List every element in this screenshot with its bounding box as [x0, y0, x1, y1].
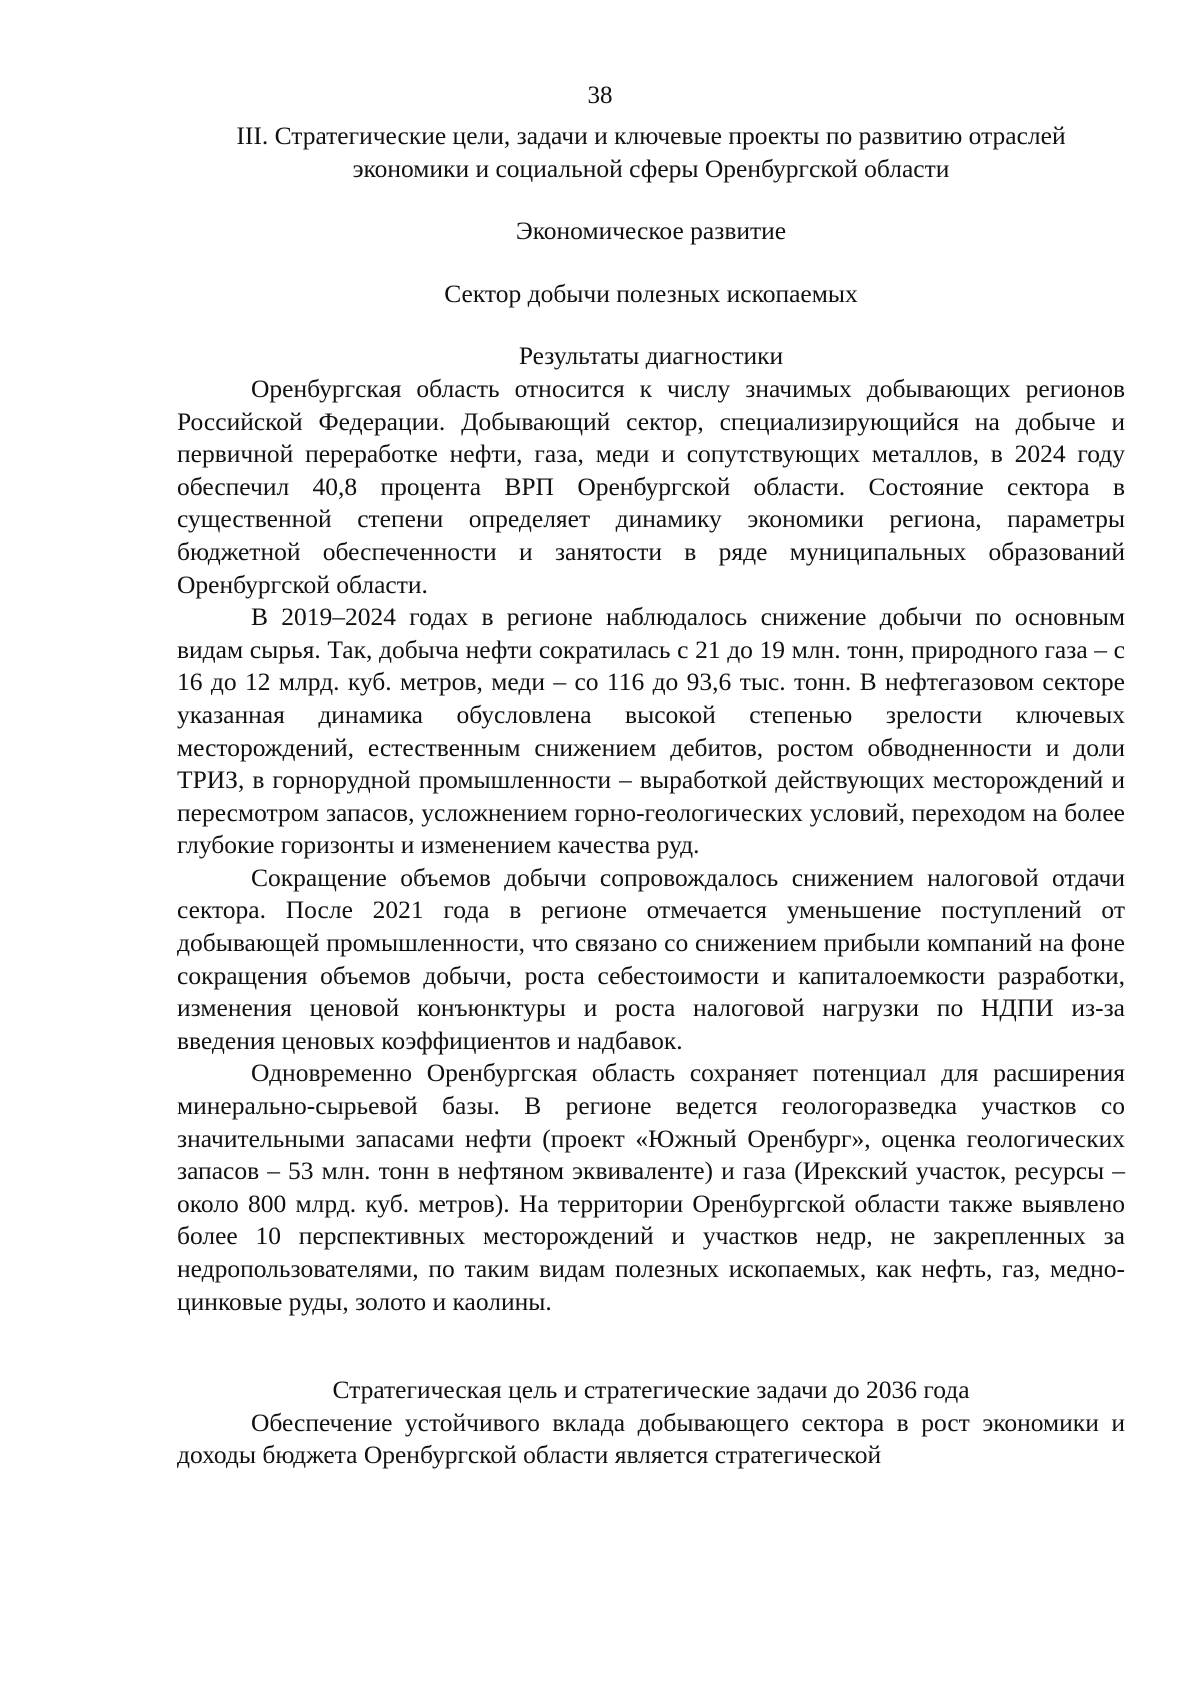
- section-title: Экономическое развитие: [515, 216, 787, 246]
- paragraph-3: Сокращение объемов добычи сопровождалось снижением налоговой отдачи сектора. После 2021 года в регионе отмечается уменьшение поступлений от добывающей промышленности, что связано со снижением прибыли компаний на фоне сокращения объемов добычи, роста себестоимости и капиталоемкости разработки, изменения ценовой конъюнктуры и роста налоговой нагрузки по НДПИ из-за введения ценовых коэффициентов и надбавок.: [177, 862, 1125, 1055]
- sector-title: Сектор добычи полезных ископаемых: [444, 278, 858, 308]
- paragraph-2: В 2019–2024 годах в регионе наблюдалось снижение добычи по основным видам сырья. Так, добыча нефти сократилась с 21 до 19 млн. тонн, природного газа – с 16 до 12 млрд. куб. метров, меди – со 116 до 93,6 тыс. тонн. В нефтегазовом секторе указанная динамика обусловлена высокой степенью зрелости ключевых месторождений, естественным снижением дебитов, ростом обводненности и доли ТРИЗ, в горнорудной промышленности – выработкой действующих месторождений и пересмотром запасов, усложнением горно-геологических условий, переходом на более глубокие горизонты и изменением качества руд.: [177, 602, 1125, 860]
- chapter-title: III. Стратегические цели, задачи и ключевые проекты по развитию отраслей экономики и социальной сферы Оренбургской области: [236, 121, 1066, 183]
- paragraph-4: Одновременно Оренбургская область сохраняет потенциал для расширения минерально-сырьевой базы. В регионе ведется геологоразведка участков со значительными запасами нефти (проект «Южный Оренбург», оценка геологических запасов – 53 млн. тонн в нефтяном эквиваленте) и газа (Ирекский участок, ресурсы – около 800 млрд. куб. метров). На территории Оренбургской области также выявлено более 10 перспективных месторождений и участков недр, не закрепленных за недропользователями, по таким видам полезных ископаемых, как нефть, газ, медно-цинковые руды, золото и каолины.: [177, 1058, 1125, 1316]
- strategic-goal-title: Стратегическая цель и стратегические задачи до 2036 года: [332, 1375, 970, 1405]
- paragraph-1: Оренбургская область относится к числу значимых добывающих регионов Российской Федерации. Добывающий сектор, специализирующийся на добыче и первичной переработке нефти, газа, меди и сопутствующих металлов, в 2024 году обеспечил 40,8 процента ВРП Оренбургской области. Состояние сектора в существенной степени определяет динамику экономики региона, параметры бюджетной обеспеченности и занятости в ряде муниципальных образований Оренбургской области.: [177, 373, 1125, 599]
- strategic-goal-paragraph: Обеспечение устойчивого вклада добывающего сектора в рост экономики и доходы бюджета Оренбургской области является стратегической: [177, 1407, 1125, 1470]
- document-body: [177, 120, 1125, 1472]
- diagnostics-title: Результаты диагностики: [518, 341, 784, 371]
- page-number: 38: [587, 82, 613, 109]
